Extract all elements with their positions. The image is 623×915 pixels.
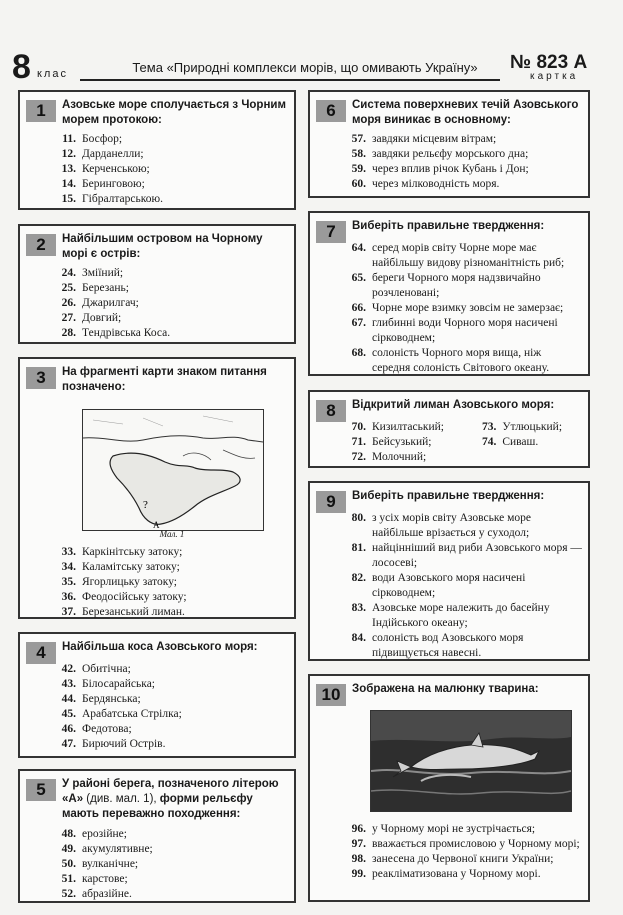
answer-number: 46. [61,723,76,735]
answer-number: 82. [351,572,366,584]
answer-number: 67. [351,317,366,329]
question-text-ref: (див. мал. 1), [83,793,160,805]
question-number: 9 [316,491,346,513]
crimea-map-svg [83,410,263,530]
answer-option [50,560,288,575]
question-9 [308,481,590,661]
map-question-mark: ? [143,499,148,511]
question-text [62,777,288,822]
question-number: 7 [316,221,346,243]
answer-number: 66. [351,302,366,314]
answer-text: Бирючий Острів. [82,738,166,750]
answer-option [340,420,470,435]
answer-option [50,545,288,560]
answer-text: абразійне. [82,888,132,900]
answer-text: глибинні води Чорного моря насичені сірководнем; [372,317,558,344]
answer-number: 50. [61,858,76,870]
answer-option [470,420,582,435]
answer-text: серед морів світу Чорне море має найбільшу видову різноманітність риб; [372,242,565,269]
answer-option [50,192,288,207]
answer-text: акумулятивне; [82,843,153,855]
answer-option [340,852,582,867]
answer-columns [340,420,582,465]
answer-text: береги Чорного моря надзвичайно розчленовані; [372,272,541,299]
question-number: 3 [26,367,56,389]
answer-option [340,162,582,177]
answer-text: Бердянська; [82,693,141,705]
question-3 [18,357,296,619]
answer-option [340,867,582,882]
question-2 [18,224,296,344]
question-number: 4 [26,642,56,664]
question-text: Відкритий лиман Азовського моря: [352,399,555,411]
answer-number: 44. [61,693,76,705]
question-text: На фрагменті карти знаком питання позначено: [62,366,267,393]
question-text: Виберіть правильне твердження: [352,220,545,232]
question-number: 2 [26,234,56,256]
answer-option [50,605,288,620]
answer-text: з усіх морів світу Азовське море найбільше врізається у суходол; [372,512,532,539]
question-number: 8 [316,400,346,422]
question-text: Найбільшим островом на Чорному морі є острів: [62,233,263,260]
answer-option [50,147,288,162]
answer-option [340,346,582,376]
answer-option [340,316,582,346]
answer-option [50,575,288,590]
answer-number: 33. [61,546,76,558]
answer-text: Беринговою; [82,178,145,190]
answer-option [50,132,288,147]
answer-text: вулканічне; [82,858,139,870]
answer-option [50,662,288,677]
question-text: Азовське море сполучається з Чорним морем протокою: [62,99,286,126]
answer-number: 74. [481,436,497,448]
answer-list [50,662,288,752]
answer-number: 81. [351,542,366,554]
answer-option [50,311,288,326]
answer-list [340,241,582,376]
answer-list [340,511,582,661]
answer-number: 98. [351,853,366,865]
answer-option [50,692,288,707]
answer-text: Ягорлицьку затоку; [82,576,177,588]
answer-number: 60. [351,178,366,190]
answer-number: 97. [351,838,366,850]
answer-number: 84. [351,632,366,644]
answer-number: 70. [351,421,366,433]
answer-text: Зміїний; [82,267,124,279]
answer-list [50,132,288,207]
answer-option [340,147,582,162]
answer-number: 42. [61,663,76,675]
answer-number: 57. [351,133,366,145]
dolphin-photo [370,710,572,812]
answer-option [340,541,582,571]
answer-text: завдяки місцевим вітрам; [372,133,497,145]
question-number: 10 [316,684,346,706]
answer-number: 14. [61,178,76,190]
answer-text: Молочний; [372,451,427,463]
question-1 [18,90,296,210]
answer-text: солоність Чорного моря вища, ніж середня солоність Світового океану. [372,347,550,374]
page-header [0,0,623,90]
answer-text: Гібралтарською. [82,193,163,205]
answer-number: 26. [61,297,76,309]
answer-option [50,707,288,722]
answer-text: Обитічна; [82,663,131,675]
answer-number: 13. [61,163,76,175]
question-text-bold: У районі берега, позначеного літерою «А» [62,778,279,805]
answer-number: 27. [61,312,76,324]
answer-option [340,601,582,631]
question-5 [18,769,296,903]
grade-number: 8 [12,48,31,86]
answer-option [340,132,582,147]
answer-option [340,271,582,301]
answer-option [470,435,582,450]
answer-option [50,162,288,177]
answer-number: 12. [61,148,76,160]
answer-text: реакліматизована у Чорному морі. [372,868,541,880]
answer-text: карстове; [82,873,128,885]
answer-number: 68. [351,347,366,359]
crimea-map [82,409,264,531]
question-number: 6 [316,100,346,122]
answer-option [50,677,288,692]
answer-text: Федотова; [82,723,132,735]
answer-number: 72. [351,451,366,463]
answer-option [340,571,582,601]
answer-option [50,326,288,341]
answer-number: 34. [61,561,76,573]
dolphin-illustration [371,711,571,811]
answer-number: 96. [351,823,366,835]
answer-number: 24. [61,267,76,279]
answer-text: завдяки рельєфу морського дна; [372,148,529,160]
answer-option [50,590,288,605]
answer-text: через мілководність моря. [372,178,500,190]
question-7 [308,211,590,376]
answer-text: води Азовського моря насичені сірководнем; [372,572,526,599]
map-letter-a: А [153,520,160,530]
answer-column-2 [470,420,582,465]
answer-list [50,266,288,341]
answer-text: Джарилгач; [82,297,139,309]
answer-option [340,511,582,541]
card-label: картка [530,71,579,82]
answer-number: 51. [61,873,76,885]
answer-text: Феодосійську затоку; [82,591,187,603]
answer-text: через вплив річок Кубань і Дон; [372,163,529,175]
card-number: № 823 А [510,52,588,73]
answer-option [50,177,288,192]
answer-number: 35. [61,576,76,588]
question-text: Найбільша коса Азовського моря: [62,641,258,653]
answer-text: найцінніший вид риби Азовського моря — лососеві; [372,542,582,569]
question-number: 1 [26,100,56,122]
answer-number: 49. [61,843,76,855]
answer-text: Сиваш. [502,436,539,448]
answer-text: у Чорному морі не зустрічається; [372,823,536,835]
answer-number: 59. [351,163,366,175]
answer-option [340,822,582,837]
answer-list [50,545,288,620]
header-rule [80,79,500,81]
answer-text: Бейсузький; [372,436,432,448]
answer-text: Дарданелли; [82,148,144,160]
answer-text: солоність вод Азовського моря підвищується навесні. [372,632,524,659]
answer-number: 52. [61,888,76,900]
answer-number: 47. [61,738,76,750]
answer-number: 11. [62,133,76,145]
question-text: Система поверхневих течій Азовського моря виникає в основному: [352,99,579,126]
question-text: Виберіть правильне твердження: [352,490,545,502]
question-number: 5 [26,779,56,801]
question-text: Зображена на малюнку тварина: [352,683,539,695]
answer-option [50,827,288,842]
answer-option [50,266,288,281]
topic-title: Тема «Природні комплекси морів, що омивають Україну» [120,60,490,75]
answer-number: 73. [481,421,497,433]
answer-number: 80. [351,512,366,524]
answer-number: 83. [351,602,366,614]
answer-option [340,631,582,661]
grade-label: клас [37,68,68,80]
question-4 [18,632,296,758]
question-10 [308,674,590,902]
question-text-bold-2: форми рельєфу мають переважно походження: [62,793,253,820]
answer-option [50,281,288,296]
map-caption: Мал. 1 [159,529,185,539]
answer-column-1 [340,420,470,465]
answer-list [340,132,582,192]
answer-text: ерозійне; [82,828,127,840]
answer-text: Білосарайська; [82,678,155,690]
answer-number: 71. [351,436,366,448]
answer-number: 15. [61,193,76,205]
answer-option [50,737,288,752]
answer-option [50,887,288,902]
answer-option [340,450,470,465]
answer-number: 37. [61,606,76,618]
answer-option [340,435,470,450]
answer-number: 43. [61,678,76,690]
question-8 [308,390,590,468]
answer-text: Тендрівська Коса. [82,327,171,339]
answer-number: 65. [351,272,366,284]
answer-text: Босфор; [82,133,123,145]
answer-text: Довгий; [82,312,122,324]
answer-option [340,177,582,192]
answer-text: Чорне море взимку зовсім не замерзає; [372,302,564,314]
answer-number: 45. [61,708,76,720]
answer-text: Каркінітську затоку; [82,546,183,558]
answer-number: 36. [61,591,76,603]
answer-number: 25. [61,282,76,294]
answer-text: Березанський лиман. [82,606,185,618]
answer-text: занесена до Червоної книги України; [372,853,554,865]
answer-text: Арабатська Стрілка; [82,708,182,720]
answer-number: 64. [351,242,366,254]
answer-number: 28. [61,327,76,339]
answer-text: Кизилтаський; [372,421,444,433]
answer-text: Березань; [82,282,129,294]
answer-text: Утлюцький; [502,421,563,433]
answer-text: Каламітську затоку; [82,561,180,573]
answer-text: вважається промисловою у Чорному морі; [372,838,580,850]
answer-option [50,296,288,311]
answer-option [340,241,582,271]
answer-text: Керченською; [82,163,150,175]
answer-list [50,827,288,902]
answer-option [340,837,582,852]
answer-list [340,822,582,882]
answer-option [340,301,582,316]
answer-number: 58. [351,148,366,160]
answer-option [50,842,288,857]
answer-option [50,722,288,737]
answer-text: Азовське море належить до басейну Індійського океану; [372,602,550,629]
answer-option [50,872,288,887]
answer-option [50,857,288,872]
answer-number: 48. [61,828,76,840]
answer-number: 99. [351,868,366,880]
question-6 [308,90,590,198]
